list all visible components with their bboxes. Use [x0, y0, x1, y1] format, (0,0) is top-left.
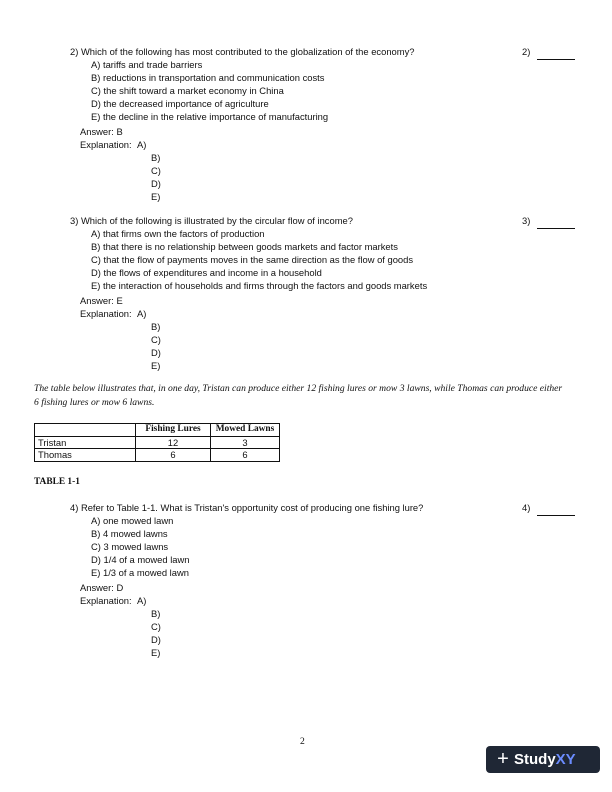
question-2-option-d: D) the decreased importance of agriculture: [91, 98, 269, 109]
question-4-answer: Answer: D: [80, 582, 124, 593]
question-2-side-number: 2): [522, 46, 531, 57]
table-header-mowed-lawns: Mowed Lawns: [211, 424, 280, 437]
question-3-explanation-label: Explanation:: [80, 308, 132, 319]
studyxy-badge[interactable]: [486, 746, 600, 773]
question-2-explanation-c: C): [151, 165, 161, 176]
brand-name: [514, 746, 576, 773]
question-3-option-b: B) that there is no relationship between goods markets and factor markets: [91, 241, 398, 252]
question-2-option-e: E) the decline in the relative importance of manufacturing: [91, 111, 329, 122]
table-1-1: [34, 423, 280, 462]
question-4-explanation-a: A): [137, 595, 147, 606]
question-2-answer-blank[interactable]: [537, 59, 575, 60]
question-3-option-a: A) that firms own the factors of production: [91, 228, 265, 239]
question-4-option-b: B) 4 mowed lawns: [91, 528, 168, 539]
question-4-explanation-label: Explanation:: [80, 595, 132, 606]
question-4-text: 4) Refer to Table 1-1. What is Tristan's opportunity cost of producing one fishing lure?: [70, 502, 424, 513]
question-3-option-e: E) the interaction of households and firms through the factors and goods markets: [91, 280, 428, 291]
question-4-explanation-b: B): [151, 608, 161, 619]
question-4-option-c: C) 3 mowed lawns: [91, 541, 169, 552]
table-header-row: [35, 424, 280, 437]
question-3-answer-blank[interactable]: [537, 228, 575, 229]
question-3-explanation-b: B): [151, 321, 161, 332]
question-2-explanation-d: D): [151, 178, 161, 189]
question-3-option-d: D) the flows of expenditures and income in a household: [91, 267, 322, 278]
page-number: 2: [300, 736, 305, 747]
question-4-explanation-d: D): [151, 634, 161, 645]
question-2-text: 2) Which of the following has most contributed to the globalization of the economy?: [70, 46, 415, 57]
table-intro-line-1: The table below illustrates that, in one day, Tristan can produce either 12 fishing lures or mow 3 lawns, while Thomas can produce either: [34, 383, 563, 394]
question-3-text: 3) Which of the following is illustrated by the circular flow of income?: [70, 215, 353, 226]
question-4-answer-blank[interactable]: [537, 515, 575, 516]
table-cell-name: Thomas: [35, 449, 136, 462]
table-header-empty: [35, 424, 136, 437]
question-3-explanation-e: E): [151, 360, 161, 371]
question-2-explanation-a: A): [137, 139, 147, 150]
brand-study: Study: [514, 751, 556, 768]
question-2-explanation-b: B): [151, 152, 161, 163]
table-row: [35, 449, 280, 462]
question-2-answer: Answer: B: [80, 126, 123, 137]
table-row: [35, 436, 280, 449]
question-4-option-a: A) one mowed lawn: [91, 515, 174, 526]
table-cell-name: Tristan: [35, 436, 136, 449]
question-4-explanation-e: E): [151, 647, 161, 658]
question-2-option-c: C) the shift toward a market economy in China: [91, 85, 284, 96]
table-cell-lures: 12: [136, 436, 211, 449]
question-4-option-e: E) 1/3 of a mowed lawn: [91, 567, 189, 578]
table-cell-lures: 6: [136, 449, 211, 462]
table-intro-line-2: 6 fishing lures or mow 6 lawns.: [34, 397, 155, 408]
plus-icon: +: [497, 748, 509, 770]
brand-xy: XY: [555, 751, 576, 768]
question-4-option-d: D) 1/4 of a mowed lawn: [91, 554, 190, 565]
question-3-explanation-c: C): [151, 334, 161, 345]
table-cell-lawns: 6: [211, 449, 280, 462]
question-2-explanation-e: E): [151, 191, 161, 202]
question-3-side-number: 3): [522, 215, 531, 226]
question-2-explanation-label: Explanation:: [80, 139, 132, 150]
question-3-explanation-d: D): [151, 347, 161, 358]
question-2-option-a: A) tariffs and trade barriers: [91, 59, 203, 70]
table-cell-lawns: 3: [211, 436, 280, 449]
question-3-answer: Answer: E: [80, 295, 123, 306]
table-header-fishing-lures: Fishing Lures: [136, 424, 211, 437]
table-caption: TABLE 1-1: [34, 477, 80, 487]
question-4-explanation-c: C): [151, 621, 161, 632]
question-3-option-c: C) that the flow of payments moves in the same direction as the flow of goods: [91, 254, 414, 265]
question-4-side-number: 4): [522, 502, 531, 513]
question-2-option-b: B) reductions in transportation and communication costs: [91, 72, 325, 83]
question-3-explanation-a: A): [137, 308, 147, 319]
